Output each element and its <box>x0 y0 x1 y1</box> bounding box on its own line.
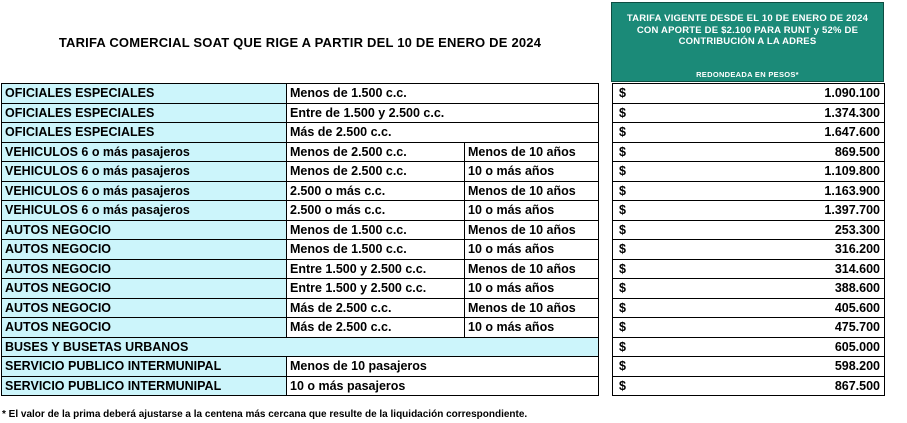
currency-symbol: $ <box>613 357 673 377</box>
vehicle-type-cell: OFICIALES ESPECIALES <box>2 84 287 104</box>
condition-cell: Más de 2.500 c.c. <box>287 298 465 318</box>
table-row <box>613 240 885 260</box>
amount-cell: 1.090.100 <box>673 84 885 104</box>
table-row <box>2 337 599 357</box>
currency-symbol: $ <box>613 337 673 357</box>
vehicle-type-cell: VEHICULOS 6 o más pasajeros <box>2 201 287 221</box>
age-cell: 10 o más años <box>465 318 599 338</box>
table-row <box>2 201 599 221</box>
condition-cell: Entre 1.500 y 2.500 c.c. <box>287 259 465 279</box>
table-row <box>613 337 885 357</box>
header-note: REDONDEADA EN PESOS* <box>696 70 799 79</box>
age-cell: 10 o más años <box>465 201 599 221</box>
table-row <box>2 279 599 299</box>
currency-symbol: $ <box>613 259 673 279</box>
condition-cell: Menos de 1.500 c.c. <box>287 220 465 240</box>
condition-cell: Más de 2.500 c.c. <box>287 318 465 338</box>
amount-cell: 314.600 <box>673 259 885 279</box>
page-title: TARIFA COMERCIAL SOAT QUE RIGE A PARTIR DEL 10 DE ENERO DE 2024 <box>58 34 542 50</box>
vehicle-type-cell: OFICIALES ESPECIALES <box>2 103 287 123</box>
header-line-1: TARIFA VIGENTE DESDE EL 10 DE ENERO DE 2024 <box>626 13 869 24</box>
table-row <box>613 220 885 240</box>
vehicle-type-cell: SERVICIO PUBLICO INTERMUNIPAL <box>2 376 287 396</box>
table-row <box>613 142 885 162</box>
table-row <box>2 162 599 182</box>
condition-cell: Menos de 2.500 c.c. <box>287 142 465 162</box>
amount-cell: 598.200 <box>673 357 885 377</box>
vehicle-type-cell: VEHICULOS 6 o más pasajeros <box>2 142 287 162</box>
age-cell: 10 o más años <box>465 279 599 299</box>
table-row <box>2 103 599 123</box>
vehicle-type-cell: OFICIALES ESPECIALES <box>2 123 287 143</box>
currency-symbol: $ <box>613 220 673 240</box>
condition-cell: 2.500 o más c.c. <box>287 181 465 201</box>
vehicle-type-cell: AUTOS NEGOCIO <box>2 298 287 318</box>
vehicle-type-cell: AUTOS NEGOCIO <box>2 240 287 260</box>
age-cell: Menos de 10 años <box>465 142 599 162</box>
amount-cell: 475.700 <box>673 318 885 338</box>
age-cell: Menos de 10 años <box>465 298 599 318</box>
currency-symbol: $ <box>613 279 673 299</box>
table-row <box>613 84 885 104</box>
amount-cell: 1.397.700 <box>673 201 885 221</box>
table-row <box>2 142 599 162</box>
table-row <box>2 240 599 260</box>
footnote: * El valor de la prima deberá ajustarse a la centena más cercana que resulte de la liquidación correspondiente. <box>2 409 528 420</box>
table-row <box>613 259 885 279</box>
age-cell: 10 o más años <box>465 162 599 182</box>
table-row <box>613 279 885 299</box>
table-row <box>2 298 599 318</box>
table-row <box>613 376 885 396</box>
amount-cell: 405.600 <box>673 298 885 318</box>
header-line-3: CONTRIBUCIÓN A LA ADRES <box>678 36 817 47</box>
table-row <box>613 103 885 123</box>
vehicle-type-cell: AUTOS NEGOCIO <box>2 318 287 338</box>
vehicle-type-cell: VEHICULOS 6 o más pasajeros <box>2 181 287 201</box>
currency-symbol: $ <box>613 103 673 123</box>
condition-cell: Menos de 10 pasajeros <box>287 357 599 377</box>
table-row <box>2 220 599 240</box>
rate-header <box>611 2 884 82</box>
condition-cell: Menos de 2.500 c.c. <box>287 162 465 182</box>
amount-cell: 867.500 <box>673 376 885 396</box>
table-row <box>2 181 599 201</box>
amount-cell: 1.647.600 <box>673 123 885 143</box>
vehicle-type-cell: BUSES Y BUSETAS URBANOS <box>2 337 599 357</box>
table-row <box>2 84 599 104</box>
amount-cell: 253.300 <box>673 220 885 240</box>
condition-cell: Más de 2.500 c.c. <box>287 123 599 143</box>
amount-cell: 316.200 <box>673 240 885 260</box>
condition-cell: Menos de 1.500 c.c. <box>287 84 599 104</box>
currency-symbol: $ <box>613 201 673 221</box>
amount-cell: 605.000 <box>673 337 885 357</box>
age-cell: Menos de 10 años <box>465 181 599 201</box>
table-row <box>2 357 599 377</box>
table-row <box>613 298 885 318</box>
amount-cell: 1.374.300 <box>673 103 885 123</box>
vehicle-type-cell: AUTOS NEGOCIO <box>2 220 287 240</box>
vehicle-type-cell: AUTOS NEGOCIO <box>2 279 287 299</box>
table-row <box>2 123 599 143</box>
table-row <box>613 357 885 377</box>
header-line-2: CON APORTE DE $2.100 PARA RUNT y 52% DE <box>636 24 859 36</box>
currency-symbol: $ <box>613 123 673 143</box>
table-row <box>2 376 599 396</box>
amount-cell: 1.163.900 <box>673 181 885 201</box>
currency-symbol: $ <box>613 318 673 338</box>
table-row <box>613 162 885 182</box>
condition-cell: Menos de 1.500 c.c. <box>287 240 465 260</box>
currency-symbol: $ <box>613 298 673 318</box>
condition-cell: Entre de 1.500 y 2.500 c.c. <box>287 103 599 123</box>
vehicle-type-cell: AUTOS NEGOCIO <box>2 259 287 279</box>
currency-symbol: $ <box>613 142 673 162</box>
table-row <box>613 318 885 338</box>
category-table <box>1 83 599 396</box>
condition-cell: 2.500 o más c.c. <box>287 201 465 221</box>
table-row <box>613 201 885 221</box>
amount-cell: 869.500 <box>673 142 885 162</box>
table-row <box>2 318 599 338</box>
condition-cell: 10 o más pasajeros <box>287 376 599 396</box>
currency-symbol: $ <box>613 376 673 396</box>
table-row <box>613 123 885 143</box>
currency-symbol: $ <box>613 84 673 104</box>
age-cell: Menos de 10 años <box>465 259 599 279</box>
currency-symbol: $ <box>613 181 673 201</box>
vehicle-type-cell: SERVICIO PUBLICO INTERMUNIPAL <box>2 357 287 377</box>
amount-cell: 1.109.800 <box>673 162 885 182</box>
age-cell: 10 o más años <box>465 240 599 260</box>
currency-symbol: $ <box>613 240 673 260</box>
table-row <box>613 181 885 201</box>
amount-table <box>612 83 885 396</box>
amount-cell: 388.600 <box>673 279 885 299</box>
age-cell: Menos de 10 años <box>465 220 599 240</box>
table-row <box>2 259 599 279</box>
currency-symbol: $ <box>613 162 673 182</box>
vehicle-type-cell: VEHICULOS 6 o más pasajeros <box>2 162 287 182</box>
condition-cell: Entre 1.500 y 2.500 c.c. <box>287 279 465 299</box>
